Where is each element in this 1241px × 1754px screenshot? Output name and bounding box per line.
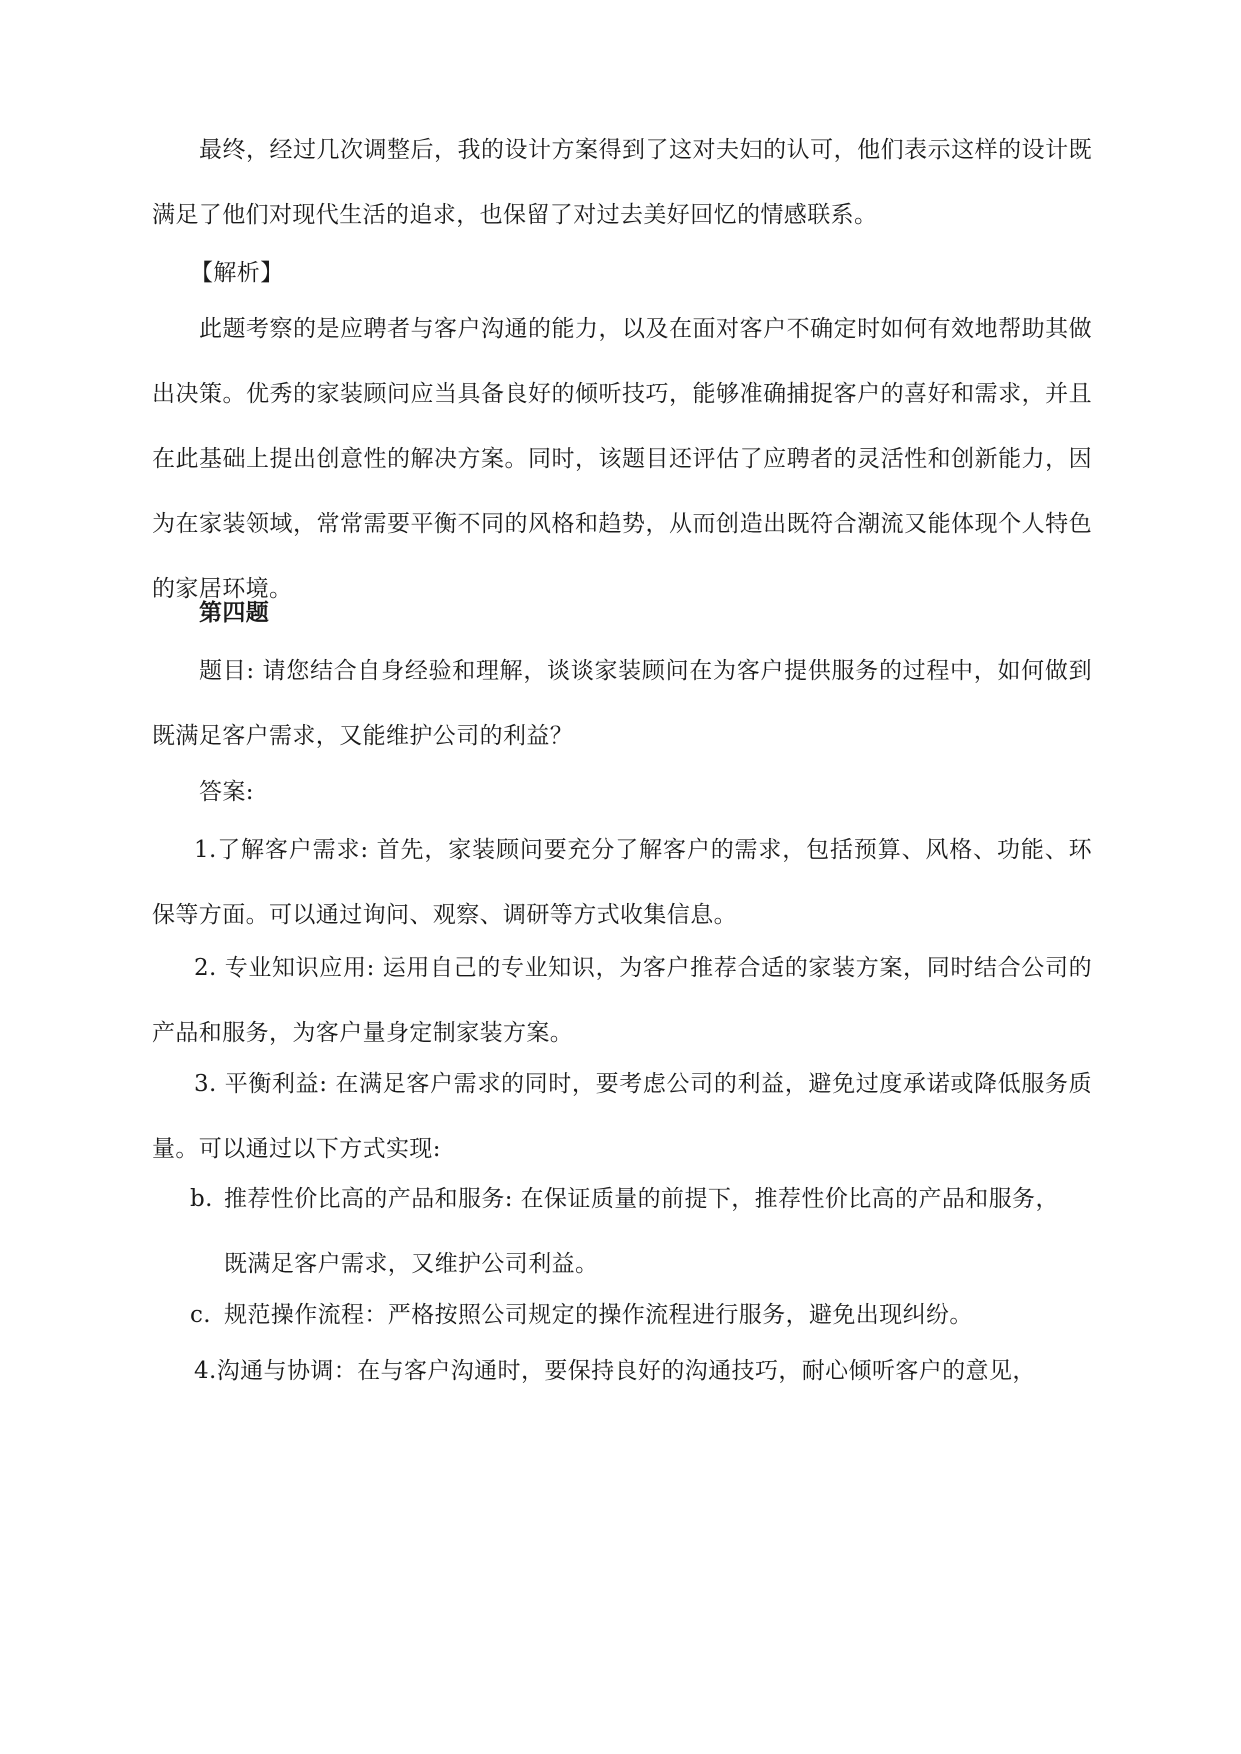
answer-item-2: 2. 专业知识应用: 运用自己的专业知识，为客户推荐合适的家装方案，同时结合公司的产品和服务，为客户量身定制家装方案。 [152,955,1092,1046]
answer-label: 答案: [199,779,254,805]
sub-item-b-line2: 既满足客户需求，又维护公司利益。 [224,1251,599,1277]
sub-item-c-text: 规范操作流程：严格按照公司规定的操作流程进行服务，避免出现纠纷。 [224,1302,973,1328]
answer-item-3: 3. 平衡利益: 在满足客户需求的同时，要考虑公司的利益，避免过度承诺或降低服务质量。可以通过以下方式实现: [152,1071,1092,1162]
analysis-label: 【解析】 [190,260,284,286]
conclusion-paragraph: 最终，经过几次调整后，我的设计方案得到了这对夫妇的认可，他们表示这样的设计既满足了他们对现代生活的追求，也保留了对过去美好回忆的情感联系。 [152,137,1092,228]
question-four-heading: 第四题 [199,599,270,626]
sub-item-b-line1: 推荐性价比高的产品和服务: 在保证质量的前提下，推荐性价比高的产品和服务， [224,1186,1059,1212]
sub-item-b-marker: b. [190,1186,213,1212]
answer-item-4: 4.沟通与协调：在与客户沟通时，要保持良好的沟通技巧，耐心倾听客户的意见， [194,1358,1036,1384]
question-four-text: 题目: 请您结合自身经验和理解，谈谈家装顾问在为客户提供服务的过程中，如何做到既满足客户需求，又能维护公司的利益？ [152,658,1092,749]
answer-item-1: 1.了解客户需求: 首先，家装顾问要充分了解客户的需求，包括预算、风格、功能、环保等方面。可以通过询问、观察、调研等方式收集信息。 [152,837,1092,928]
sub-item-c-marker: c. [190,1302,211,1328]
analysis-paragraph: 此题考察的是应聘者与客户沟通的能力，以及在面对客户不确定时如何有效地帮助其做出决策。优秀的家装顾问应当具备良好的倾听技巧，能够准确捕捉客户的喜好和需求，并且在此基础上提出创意性的解决方案。同时，该题目还评估了应聘者的灵活性和创新能力，因为在家装领域，常常需要平衡不同的风格和趋势，从而创造出既符合潮流又能体现个人特色的家居环境。 [152,316,1092,602]
sub-item-b [190,1167,1092,1297]
